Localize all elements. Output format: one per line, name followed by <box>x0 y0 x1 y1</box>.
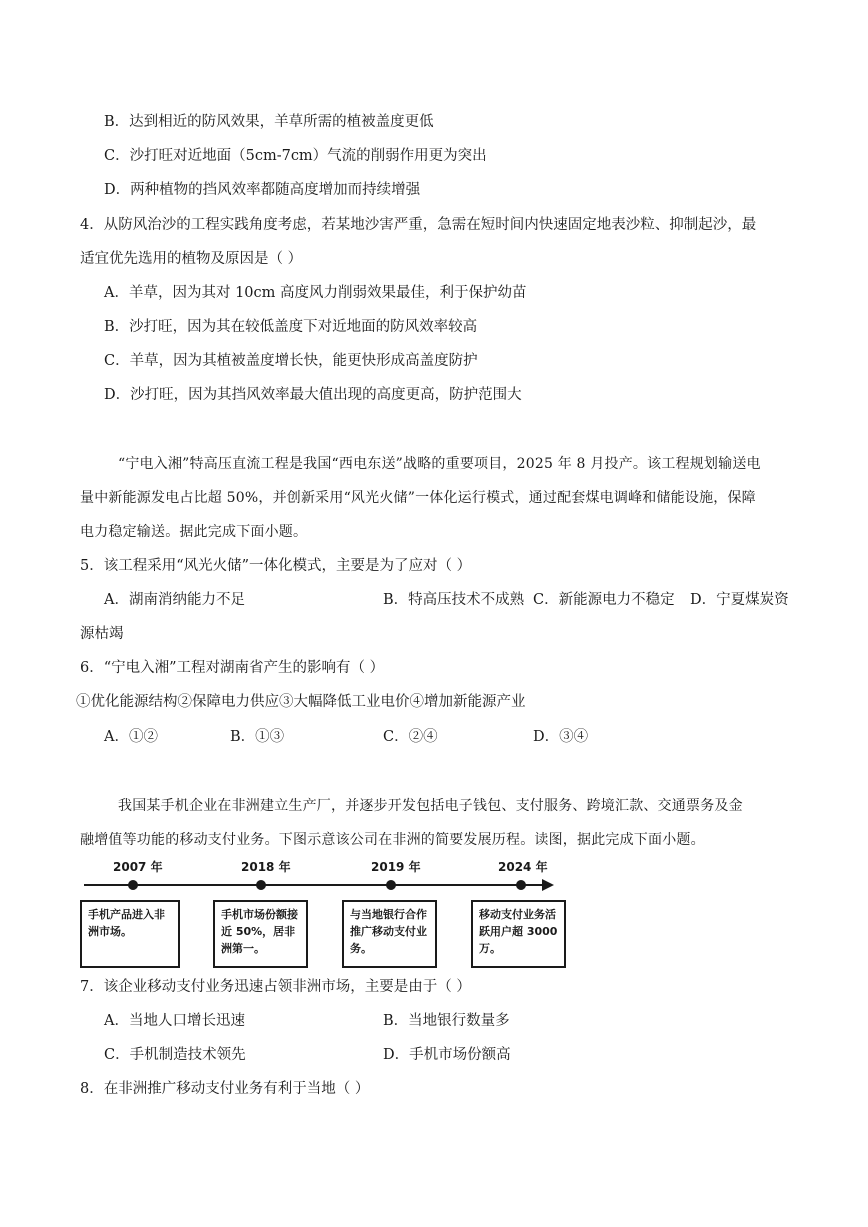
timeline-event-box: 与当地银行合作推广移动支付业务。 <box>342 900 437 968</box>
passage2-line1: 我国某手机企业在非洲建立生产厂，并逐步开发包括电子钱包、支付服务、跨境汇款、交通票务及金 <box>118 798 743 814</box>
q7-option-d: D．手机市场份额高 <box>383 1047 511 1063</box>
q5-stem: 5．该工程采用“风光火储”一体化模式，主要是为了应对（ ） <box>80 558 472 574</box>
q7-option-a: A．当地人口增长迅速 <box>104 1013 245 1029</box>
q7-option-c: C．手机制造技术领先 <box>104 1047 246 1063</box>
q6-option-c: C．②④ <box>383 729 438 745</box>
q4-option-c: C．羊草，因为其植被盖度增长快，能更快形成高盖度防护 <box>104 353 478 369</box>
timeline-event-box: 移动支付业务活跃用户超 3000 万。 <box>471 900 566 968</box>
timeline-dot <box>386 880 396 890</box>
q3-option-d: D．两种植物的挡风效率都随高度增加而持续增强 <box>104 182 421 198</box>
q5-option-d: D．宁夏煤炭资 <box>690 592 789 608</box>
timeline-event-box: 手机市场份额接近 50%，居非洲第一。 <box>213 900 308 968</box>
timeline-year: 2019 年 <box>371 860 421 874</box>
timeline-event-box: 手机产品进入非洲市场。 <box>80 900 180 968</box>
q5-option-b: B．特高压技术不成熟 <box>383 592 525 608</box>
q4-stem-line1: 4．从防风治沙的工程实践角度考虑，若某地沙害严重，急需在短时间内快速固定地表沙粒、抑制起沙，最 <box>80 217 757 233</box>
passage1-line2: 量中新能源发电占比超 50%，并创新采用“风光火储”一体化运行模式，通过配套煤电调峰和储能设施，保障 <box>80 490 756 506</box>
q6-option-d: D．③④ <box>533 729 589 745</box>
q5-option-c: C．新能源电力不稳定 <box>533 592 675 608</box>
q4-option-d: D．沙打旺，因为其挡风效率最大值出现的高度更高，防护范围大 <box>104 387 522 403</box>
timeline-arrow-icon <box>542 879 554 891</box>
q5-option-a: A．湖南消纳能力不足 <box>104 592 245 608</box>
timeline-dot <box>516 880 526 890</box>
timeline-year: 2018 年 <box>241 860 291 874</box>
q6-option-a: A．①② <box>104 729 158 745</box>
passage1-line3: 电力稳定输送。据此完成下面小题。 <box>80 524 308 540</box>
passage1-line1: “宁电入湘”特高压直流工程是我国“西电东送”战略的重要项目，2025 年 8 月投产。该工程规划输送电 <box>118 456 761 472</box>
q6-stem: 6．“宁电入湘”工程对湖南省产生的影响有（ ） <box>80 660 385 676</box>
q5-option-d-continued: 源枯竭 <box>80 626 124 642</box>
timeline-dot <box>128 880 138 890</box>
q7-stem: 7．该企业移动支付业务迅速占领非洲市场，主要是由于（ ） <box>80 979 471 995</box>
timeline-year: 2024 年 <box>498 860 548 874</box>
timeline-year: 2007 年 <box>113 860 163 874</box>
q6-items: ①优化能源结构②保障电力供应③大幅降低工业电价④增加新能源产业 <box>76 694 526 710</box>
q4-stem-line2: 适宜优先选用的植物及原因是（ ） <box>80 251 303 267</box>
q4-option-b: B．沙打旺，因为其在较低盖度下对近地面的防风效率较高 <box>104 319 478 335</box>
timeline-axis <box>84 884 546 886</box>
development-timeline <box>76 858 576 970</box>
timeline-dot <box>256 880 266 890</box>
q6-option-b: B．①③ <box>230 729 285 745</box>
passage2-line2: 融增值等功能的移动支付业务。下图示意该公司在非洲的简要发展历程。读图，据此完成下面小题。 <box>80 832 705 848</box>
q3-option-c: C．沙打旺对近地面（5cm-7cm）气流的削弱作用更为突出 <box>104 148 487 164</box>
q3-option-b: B．达到相近的防风效果，羊草所需的植被盖度更低 <box>104 114 434 130</box>
q7-option-b: B．当地银行数量多 <box>383 1013 510 1029</box>
q8-stem: 8．在非洲推广移动支付业务有利于当地（ ） <box>80 1081 370 1097</box>
q4-option-a: A．羊草，因为其对 10cm 高度风力削弱效果最佳，利于保护幼苗 <box>104 285 527 301</box>
